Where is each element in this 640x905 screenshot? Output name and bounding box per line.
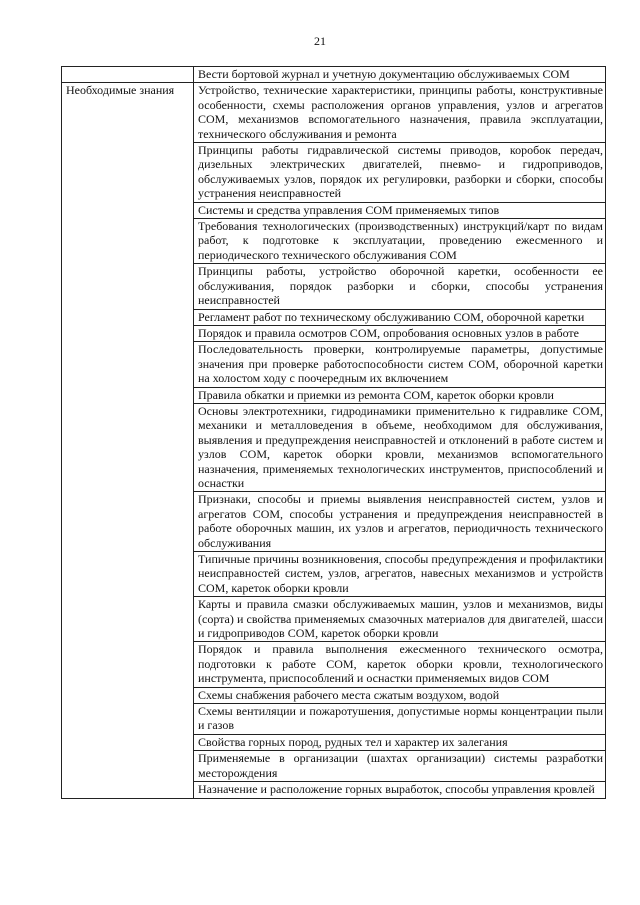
page-number: 21	[314, 34, 326, 48]
table-cell-text: Принципы работы гидравлической системы приводов, коробок передач, дизельных электрических двигателей, пневмо- и гидроприводов, обслуживаемых узлов, порядок их регулировки, разборки и сборки, способы устранения неисправностей	[194, 143, 606, 203]
table-cell-text: Порядок и правила осмотров СОМ, опробования основных узлов в работе	[194, 325, 606, 341]
table-row	[62, 83, 606, 143]
table-cell-text: Основы электротехники, гидродинамики применительно к гидравлике СОМ, механики и металловедения в объеме, необходимом для обслуживания, выявления и предупреждения неисправностей и отклонений в работе систем и узлов СОМ, кареток оборки кровли, механизмов вспомогательного назначения, применяемых технологических инструментов, приспособлений и оснастки	[194, 403, 606, 491]
table-cell-text: Принципы работы, устройство оборочной каретки, особенности ее обслуживания, порядок разборки и сборки, способы устранения неисправностей	[194, 264, 606, 309]
table-row	[62, 67, 606, 83]
table-cell-text: Регламент работ по техническому обслуживанию СОМ, оборочной каретки	[194, 309, 606, 325]
section-label: Необходимые знания	[62, 83, 194, 798]
table-cell-text: Схемы вентиляции и пожаротушения, допустимые нормы концентрации пыли и газов	[194, 704, 606, 735]
table-cell-text: Карты и правила смазки обслуживаемых машин, узлов и механизмов, виды (сорта) и свойства применяемых смазочных материалов для двигателей, шасси и гидроприводов СОМ, кареток оборки кровли	[194, 597, 606, 642]
table-cell-text: Признаки, способы и приемы выявления неисправностей систем, узлов и агрегатов СОМ, способы устранения и предупреждения неисправностей в работе оборочных машин, их узлов и агрегатов, периодичность технического обслуживания	[194, 492, 606, 552]
table-cell-text: Типичные причины возникновения, способы предупреждения и профилактики неисправностей систем, узлов, агрегатов, навесных механизмов и устройств СОМ, кареток оборки кровли	[194, 552, 606, 597]
table-cell-text: Назначение и расположение горных выработок, способы управления кровлей	[194, 782, 606, 798]
table-cell-text: Правила обкатки и приемки из ремонта СОМ, кареток оборки кровли	[194, 387, 606, 403]
table-cell-text: Порядок и правила выполнения ежесменного технического осмотра, подготовки к работе СОМ, кареток оборки кровли, технологического инструмента, приспособлений и оснастки применяемых видов СОМ	[194, 642, 606, 687]
table-cell-text: Вести бортовой журнал и учетную документацию обслуживаемых СОМ	[194, 67, 606, 83]
table-cell-text: Свойства горных пород, рудных тел и характер их залегания	[194, 734, 606, 750]
table-cell-text: Требования технологических (производственных) инструкций/карт по видам работ, к подготовке к эксплуатации, проведению ежесменного и периодического технического обслуживания СОМ	[194, 219, 606, 264]
table-cell-text: Последовательность проверки, контролируемые параметры, допустимые значения при проверке работоспособности систем СОМ, оборочной каретки на холостом ходу с поочередным их включением	[194, 342, 606, 387]
table-cell-text: Схемы снабжения рабочего места сжатым воздухом, водой	[194, 687, 606, 703]
knowledge-requirements-table	[61, 66, 606, 799]
table-cell-text: Системы и средства управления СОМ применяемых типов	[194, 202, 606, 218]
empty-label-cell	[62, 67, 194, 83]
table-cell-text: Устройство, технические характеристики, принципы работы, конструктивные особенности, схемы расположения органов управления, узлов и агрегатов СОМ, механизмов вспомогательного назначения, правила эксплуатации, технического обслуживания и ремонта	[194, 83, 606, 143]
table-cell-text: Применяемые в организации (шахтах организации) системы разработки месторождения	[194, 751, 606, 782]
